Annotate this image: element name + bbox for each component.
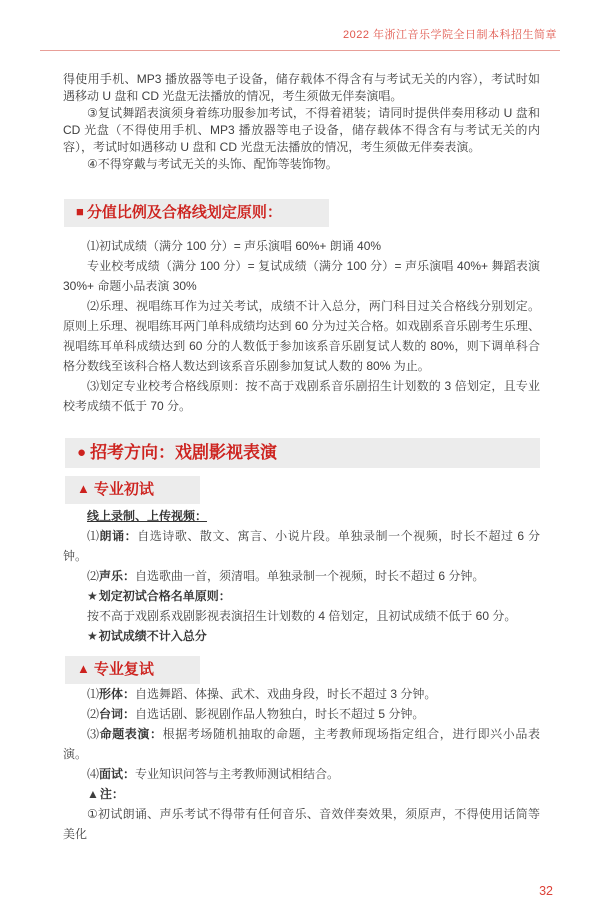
star-note [63, 626, 540, 646]
item-text: 自选舞蹈、体操、武术、戏曲身段，时长不超过 3 分钟。 [135, 687, 437, 701]
section-title-score-rules [64, 199, 329, 227]
page-number: 32 [539, 884, 553, 898]
paragraph: ④不得穿戴与考试无关的头饰、配饰等装饰物。 [87, 157, 338, 171]
list-item [63, 704, 540, 724]
paragraph: ⑵乐理、视唱练耳作为过关考试，成绩不计入总分，两门科目过关合格线分别划定。原则上乐理、视唱练耳两门单科成绩均达到 60 分为过关合格。如戏剧系音乐剧考生乐理、视唱练耳单科成绩达到 60 分的人数低于参加该系音乐剧复试人数的 80%，则下调单科合格分数线至该科合格人数达到该系音乐剧参加复试人数的 80% 为止。 [63, 299, 540, 373]
paragraph: 得使用手机、MP3 播放器等电子设备，储存载体不得含有与考试无关的内容），考试时如遇移动 U 盘和 CD 光盘无法播放的情况，考生须做无伴奏演唱。 [63, 72, 540, 103]
item-number: ⑵ [87, 707, 100, 721]
header-divider-line [40, 50, 560, 51]
paragraph: ⑴初试成绩（满分 100 分）= 声乐演唱 60%+ 朗诵 40% [87, 239, 382, 253]
item-text: 专业知识问答与主考教师测试相结合。 [135, 767, 340, 781]
paragraph: ③复试舞蹈表演须身着练功服参加考试，不得着裙装；请同时提供伴奏用移动 U 盘和 CD 光盘（不得使用手机、MP3 播放器等电子设备，储存载体不得含有与考试无关的内容），考试时如遇移动 U 盘和 CD 光盘无法播放的情况，考生须做无伴奏表演。 [63, 106, 540, 154]
list-item [63, 684, 540, 704]
paragraph: ⑶划定专业校考合格线原则：按不高于戏剧系音乐剧招生计划数的 3 倍划定，且专业校考成绩不低于 70 分。 [63, 379, 540, 413]
item-label: 面试： [99, 767, 136, 781]
note-heading-text: 注： [99, 787, 124, 801]
item-label: 朗诵： [99, 529, 138, 543]
circle-bullet-icon: ● [77, 444, 87, 461]
item-label: 形体： [99, 687, 136, 701]
item-number: ⑴ [87, 687, 100, 701]
item-number: ⑶ [87, 727, 100, 741]
item-text: 自选歌曲一首，须清唱。单独录制一个视频，时长不超过 6 分钟。 [135, 569, 485, 583]
subsection-title-first-round [65, 476, 200, 504]
section-title-direction [65, 438, 540, 468]
subsection-subtitle: 线上录制、上传视频： [87, 509, 208, 523]
intro-paragraphs [63, 71, 540, 173]
page-content [63, 71, 540, 844]
list-item [63, 724, 540, 764]
item-label: 声乐： [99, 569, 136, 583]
section-title-text: 招考方向：戏剧影视表演 [90, 443, 278, 462]
item-text: 根据考场随机抽取的命题，主考教师现场指定组合，进行即兴小品表演。 [63, 727, 540, 761]
paragraph: 专业校考成绩（满分 100 分）= 复试成绩（满分 100 分）= 声乐演唱 40%+ 舞蹈表演 30%+ 命题小品表演 30% [63, 259, 540, 293]
section-title-text: 分值比例及合格线划定原则： [86, 204, 282, 221]
star-note-text: 划定初试合格名单原则： [98, 589, 231, 603]
star-bullet-icon: ★ [87, 589, 98, 603]
first-round-paragraphs [63, 506, 540, 646]
note-heading [63, 784, 540, 804]
item-text: 自选诗歌、散文、寓言、小说片段。单独录制一个视频，时长不超过 6 分钟。 [63, 529, 540, 563]
star-note-text: 初试成绩不计入总分 [98, 629, 207, 643]
item-text: 自选话剧、影视剧作品人物独白，时长不超过 5 分钟。 [135, 707, 425, 721]
item-label: 命题表演： [99, 727, 163, 741]
item-number: ⑴ [87, 529, 100, 543]
list-item [63, 526, 540, 566]
subsection-title-text: 专业初试 [93, 481, 154, 498]
paragraph: 按不高于戏剧系戏剧影视表演招生计划数的 4 倍划定，且初试成绩不低于 60 分。 [87, 609, 517, 623]
page-header-title: 2022 年浙江音乐学院全日制本科招生简章 [342, 29, 557, 41]
item-number: ⑵ [87, 569, 100, 583]
list-item [63, 566, 540, 586]
triangle-bullet-icon: ▲ [77, 661, 90, 676]
triangle-bullet-icon: ▲ [87, 787, 99, 801]
triangle-bullet-icon: ▲ [77, 481, 90, 496]
star-bullet-icon: ★ [87, 629, 98, 643]
star-note [63, 586, 540, 606]
square-bullet-icon: ■ [76, 204, 84, 219]
second-round-paragraphs [63, 684, 540, 844]
subsection-title-text: 专业复试 [93, 661, 154, 678]
item-number: ⑷ [87, 767, 100, 781]
paragraph: ①初试朗诵、声乐考试不得带有任何音乐、音效伴奏效果，须原声，不得使用话筒等美化 [63, 807, 540, 841]
list-item [63, 764, 540, 784]
score-rules-paragraphs [63, 236, 540, 416]
subsection-title-second-round [65, 656, 200, 684]
item-label: 台词： [99, 707, 136, 721]
